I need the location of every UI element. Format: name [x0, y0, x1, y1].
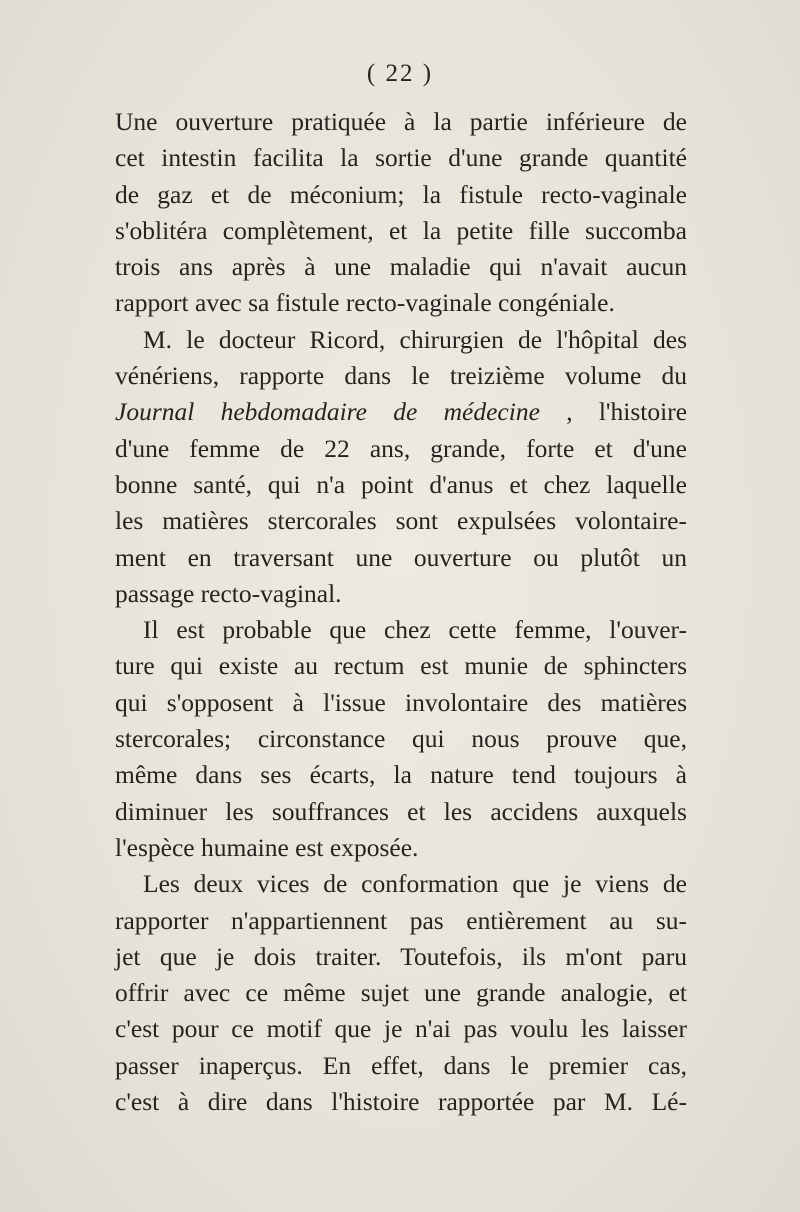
text-line: Il est probable que chez cette femme, l'ouver- — [143, 615, 687, 645]
text-line: ment en traversant une ouverture ou plutôt un — [115, 542, 687, 572]
text-line: passage recto-vaginal. — [115, 578, 342, 608]
text-line: jet que je dois traiter. Toutefois, ils m'ont paru — [115, 941, 687, 971]
text-line: c'est à dire dans l'histoire rapportée par M. Lé- — [115, 1087, 687, 1117]
journal-title: Journal hebdomadaire de médecine — [115, 397, 540, 427]
text-line: passer inaperçus. En effet, dans le premier cas, — [115, 1050, 687, 1080]
text-line: qui s'opposent à l'issue involontaire des matières — [115, 687, 687, 717]
text-line-with-journal-title — [115, 394, 687, 430]
paragraph — [115, 104, 687, 322]
text-line: M. le docteur Ricord, chirurgien de l'hôpital des — [143, 324, 687, 354]
text-line: même dans ses écarts, la nature tend toujours à — [115, 760, 687, 790]
text-line: offrir avec ce même sujet une grande analogie, et — [115, 978, 687, 1008]
page-number: ( 22 ) — [366, 60, 434, 87]
text-line: trois ans après à une maladie qui n'avait aucun — [115, 252, 687, 282]
text-line: s'oblitéra complètement, et la petite fille succomba — [115, 215, 687, 245]
text-line: rapporter n'appartiennent pas entièrement au su- — [115, 905, 687, 935]
body-text — [115, 104, 687, 1120]
text-line: rapport avec sa fistule recto-vaginale congéniale. — [115, 288, 615, 318]
text-line: cet intestin facilita la sortie d'une grande quantité — [115, 143, 687, 173]
text-line: c'est pour ce motif que je n'ai pas voulu les laisser — [115, 1014, 687, 1044]
text-line: d'une femme de 22 ans, grande, forte et d'une — [115, 433, 687, 463]
paragraph — [115, 866, 687, 1120]
text-line: de gaz et de méconium; la fistule recto-vaginale — [115, 179, 687, 209]
text-line: stercorales; circonstance qui nous prouve que, — [115, 724, 687, 754]
paragraph — [115, 612, 687, 866]
paragraph — [115, 322, 687, 612]
text-line: vénériens, rapporte dans le treizième volume du — [115, 361, 687, 391]
text-line: ture qui existe au rectum est munie de sphincters — [115, 651, 687, 681]
text-line: Une ouverture pratiquée à la partie inférieure de — [115, 107, 687, 136]
text-line: diminuer les souffrances et les accidens auxquels — [115, 796, 687, 826]
text-line: Les deux vices de conformation que je viens de — [143, 869, 687, 899]
text-line: les matières stercorales sont expulsées volontaire- — [115, 506, 687, 536]
text-line: l'espèce humaine est exposée. — [115, 832, 419, 862]
text-line: bonne santé, qui n'a point d'anus et chez laquelle — [115, 469, 687, 499]
text-fragment: , l'histoire — [566, 397, 688, 427]
